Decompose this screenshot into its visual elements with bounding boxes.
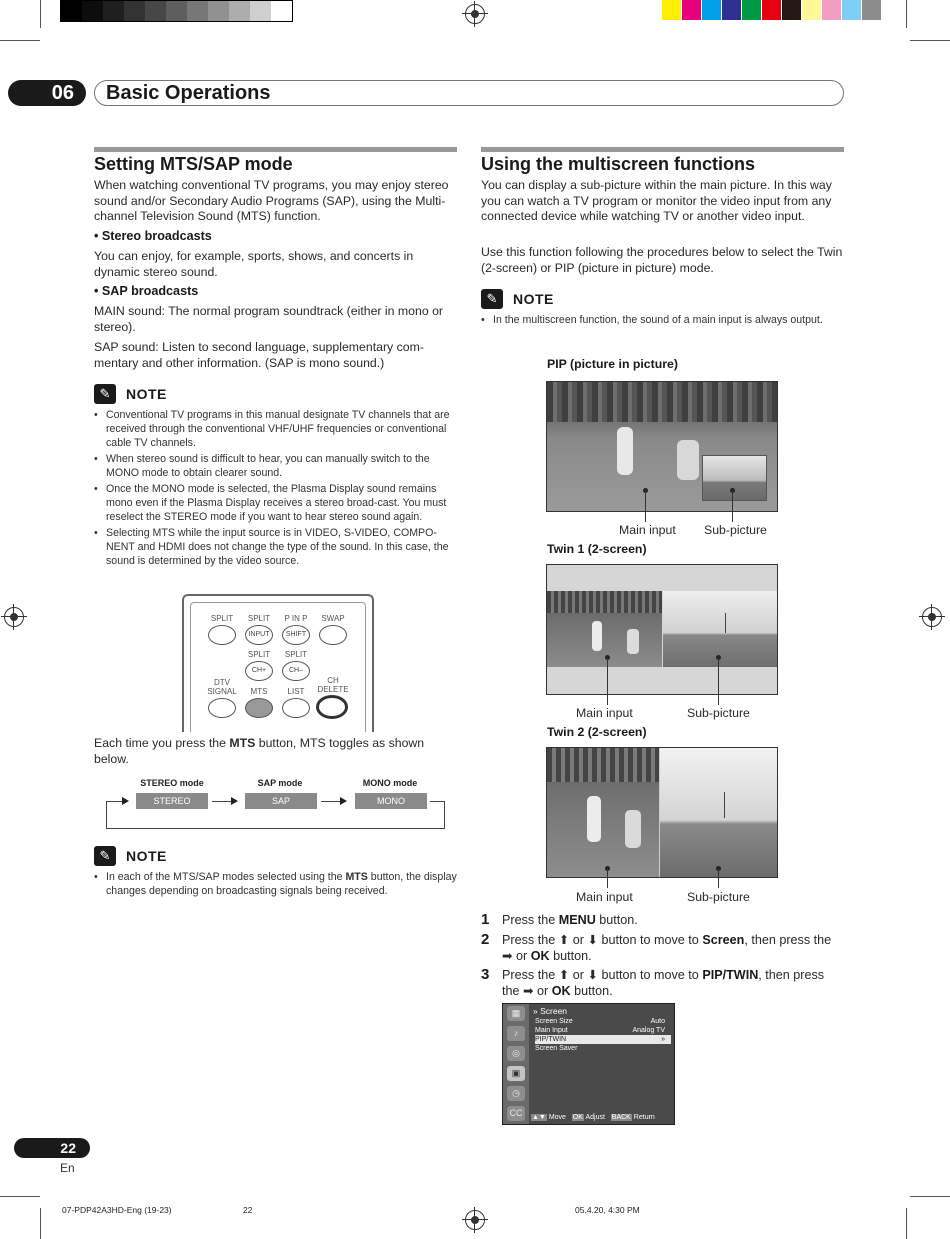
- crop-mark: [906, 1208, 907, 1239]
- callout-sub-picture: Sub-picture: [687, 890, 750, 904]
- bullet-sap: • SAP broadcasts: [94, 284, 199, 298]
- crop-mark: [0, 1196, 40, 1197]
- mode-label-mono: MONO mode: [362, 778, 418, 788]
- picture-icon: ▦: [507, 1006, 525, 1021]
- screen-icon: ▣: [507, 1066, 525, 1081]
- main-sound-text: MAIN sound: The normal program soundtrack (either in mono or stereo).: [94, 304, 444, 334]
- note-item: • Conventional TV programs in this manual designate TV channels that are received through the conventional VHF/UHF frequencies or conventional cable TV channels.: [94, 408, 458, 450]
- chapter-title: Basic Operations: [106, 82, 271, 104]
- crop-mark: [40, 1208, 41, 1239]
- twin1-title: Twin 1 (2-screen): [547, 542, 647, 556]
- pip-screen-image: [546, 381, 778, 512]
- footer-page: 22: [243, 1205, 253, 1215]
- note-item: • Once the MONO mode is selected, the Plasma Display sound remains mono even if the Plasma Display receives a stereo broad-cast. You must reselect the STEREO mode if you want to hear stereo sound again.: [94, 482, 458, 524]
- callout-main-input: Main input: [619, 523, 676, 537]
- chapter-number: 06: [8, 80, 86, 106]
- diagram-line: [106, 828, 445, 829]
- registration-mark-right: [922, 607, 942, 627]
- note-list-3: [481, 313, 831, 329]
- mode-box-mono: MONO: [355, 793, 427, 809]
- registration-mark-top: [465, 4, 485, 24]
- arrow-icon: [231, 797, 238, 805]
- mode-label-stereo: STEREO mode: [140, 778, 204, 788]
- dtv-signal-button: [208, 698, 236, 718]
- mts-intro: When watching conventional TV programs, you may enjoy stereo sound and/or Secondary Audio Programs (SAP), using the Multi-channel Television Sound (MTS) function.: [94, 178, 449, 224]
- diagram-line: [430, 801, 444, 802]
- registration-mark-left: [4, 607, 24, 627]
- color-bar: [662, 0, 882, 20]
- step-3-text: Press the ⬆ or ⬇ button to move to PIP/TWIN, then press the ➡ or OK button.: [502, 968, 825, 998]
- mts-toggle-text: Each time you press the MTS button, MTS toggles as shown below.: [94, 736, 425, 766]
- crop-mark: [0, 40, 40, 41]
- page-language: En: [60, 1161, 75, 1175]
- registration-mark-bottom: [465, 1210, 485, 1230]
- remote-control-illustration: SPLIT SPLIT P IN P SWAP INPUT SHIFT SPLIT SPLIT CH+ CH– DTV SIGNAL MTS LIST CH DELETE: [182, 594, 374, 732]
- caption-icon: CC: [507, 1106, 525, 1121]
- note-list-1: [94, 408, 458, 570]
- pencil-icon: ✎: [481, 289, 503, 309]
- osd-row-screen-saver: Screen Saver: [535, 1045, 578, 1052]
- diagram-line: [212, 801, 232, 802]
- callout-sub-picture: Sub-picture: [687, 706, 750, 720]
- callout-main-input: Main input: [576, 706, 633, 720]
- bullet-stereo: • Stereo broadcasts: [94, 229, 212, 243]
- ch-delete-button: [316, 695, 348, 719]
- osd-sidebar: [503, 1004, 529, 1124]
- callout-main-input: Main input: [576, 890, 633, 904]
- shift-button: SHIFT: [282, 625, 310, 645]
- section-rule-right: [481, 147, 844, 152]
- note-heading-1: ✎ NOTE: [94, 384, 167, 404]
- note-list-2: [94, 870, 458, 900]
- ch-minus-button: CH–: [282, 661, 310, 681]
- footer-file: 07-PDP42A3HD-Eng (19-23): [62, 1205, 172, 1215]
- crop-mark: [910, 1196, 950, 1197]
- step-2-text: Press the ⬆ or ⬇ button to move to Screen, then press the ➡ or OK button.: [502, 933, 832, 963]
- callout-sub-picture: Sub-picture: [704, 523, 767, 537]
- arrow-icon: [340, 797, 347, 805]
- note-item: • In the multiscreen function, the sound of a main input is always output.: [481, 313, 831, 327]
- pencil-icon: ✎: [94, 846, 116, 866]
- page-number: 22: [14, 1138, 90, 1158]
- section-rule-left: [94, 147, 457, 152]
- step-number: 2: [481, 931, 490, 948]
- twin1-screen-image: [546, 564, 778, 695]
- note-heading-2: ✎ NOTE: [94, 846, 167, 866]
- note-item: • In each of the MTS/SAP modes selected using the MTS button, the display changes depending on broadcasting signals being received.: [94, 870, 458, 898]
- section-title-multiscreen: Using the multiscreen functions: [481, 154, 756, 174]
- diagram-line: [444, 801, 445, 829]
- split-button: [208, 625, 236, 645]
- twin2-title: Twin 2 (2-screen): [547, 725, 647, 739]
- step-number: 3: [481, 966, 490, 983]
- multiscreen-intro-2: Use this function following the procedures below to select the Twin (2-screen) or PIP (picture in picture) mode.: [481, 245, 843, 275]
- note-heading-3: ✎ NOTE: [481, 289, 554, 309]
- footer-date: 05.4.20, 4:30 PM: [575, 1205, 640, 1215]
- mode-box-stereo: STEREO: [136, 793, 208, 809]
- diagram-line: [106, 801, 107, 829]
- arrow-icon: [122, 797, 129, 805]
- mode-box-sap: SAP: [245, 793, 317, 809]
- section-title-mts: Setting MTS/SAP mode: [94, 154, 293, 174]
- twin2-screen-image: [546, 747, 778, 878]
- diagram-line: [106, 801, 122, 802]
- timer-icon: ◷: [507, 1086, 525, 1101]
- input-button: INPUT: [245, 625, 273, 645]
- note-item: • Selecting MTS while the input source is in VIDEO, S-VIDEO, COMPO-NENT and HDMI does not change the type of the sound. In this case, the sound is determined by the video source.: [94, 526, 458, 568]
- grayscale-bar: [60, 0, 293, 22]
- crop-mark: [40, 0, 41, 28]
- crop-mark: [910, 40, 950, 41]
- pip-title: PIP (picture in picture): [547, 357, 678, 371]
- swap-button: [319, 625, 347, 645]
- note-item: • When stereo sound is difficult to hear, you can manually switch to the MONO mode to obtain clearer sound.: [94, 452, 458, 480]
- osd-row-pip-twin: PIP/TWIN »: [535, 1035, 671, 1044]
- osd-footer: ▲▼ Move OK Adjust BACK Return: [532, 1114, 655, 1121]
- step-number: 1: [481, 911, 490, 928]
- list-button: [282, 698, 310, 718]
- up-down-icon: ▲▼: [532, 1114, 546, 1121]
- mode-label-sap: SAP mode: [257, 778, 303, 788]
- pencil-icon: ✎: [94, 384, 116, 404]
- mts-button: [245, 698, 273, 718]
- osd-row-main-input: Main Input Analog TV: [535, 1027, 665, 1034]
- ch-plus-button: CH+: [245, 661, 273, 681]
- multiscreen-intro: You can display a sub-picture within the main picture. In this way you can watch a TV program or monitor the video input from any connected device while watching TV or another video input.: [481, 178, 832, 224]
- osd-row-screen-size: Screen Size Auto: [535, 1018, 665, 1025]
- osd-title: » Screen: [533, 1006, 568, 1016]
- audio-icon: ♪: [507, 1026, 525, 1041]
- osd-screen-menu: [502, 1003, 675, 1125]
- pip-sub-picture: [702, 455, 767, 501]
- step-1-text: Press the MENU button.: [502, 913, 638, 927]
- sap-sound-text: SAP sound: Listen to second language, supplementary com-mentary and other information. (SAP is mono sound.): [94, 340, 424, 370]
- stereo-text: You can enjoy, for example, sports, shows, and concerts in dynamic stereo sound.: [94, 249, 414, 279]
- crop-mark: [906, 0, 907, 28]
- diagram-line: [321, 801, 341, 802]
- setup-icon: ◎: [507, 1046, 525, 1061]
